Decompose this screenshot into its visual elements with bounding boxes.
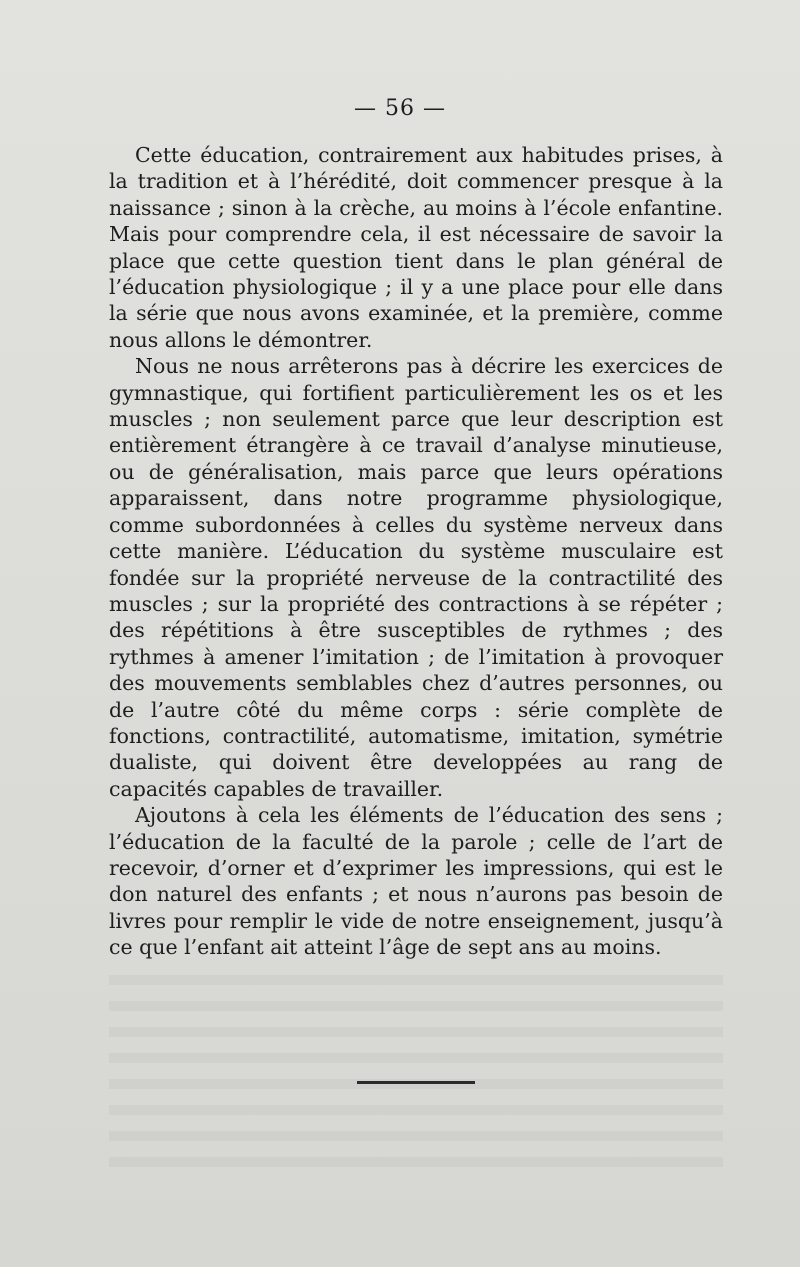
page-number: — 56 —	[354, 96, 446, 121]
body-text	[109, 142, 723, 961]
show-through-texture	[109, 975, 723, 1175]
paragraph-2: Nous ne nous arrêterons pas à décrire les exercices de gymnastique, qui fortifient particulièrement les os et les muscles ; non seulement parce que leur description est entièrement étrangère à ce travail d’analyse minutieuse, ou de généralisation, mais parce que leurs opérations apparaissent, dans notre programme physiologique, comme subordonnées à celles du système nerveux dans cette manière. L’éducation du système musculaire est fondée sur la propriété nerveuse de la contractilité des muscles ; sur la propriété des contractions à se répéter ; des répétitions à être susceptibles de rythmes ; des rythmes à amener l’imitation ; de l’imitation à provoquer des mouvements semblables chez d’autres personnes, ou de l’autre côté du même corps : série complète de fonctions, contractilité, automatisme, imitation, symétrie dualiste, qui doivent être developpées au rang de capacités capables de travailler.	[109, 354, 723, 801]
section-divider-rule	[357, 1081, 475, 1084]
paragraph-1: Cette éducation, contrairement aux habitudes prises, à la tradition et à l’hérédité, doit commencer presque à la naissance ; sinon à la crèche, au moins à l’école enfantine. Mais pour comprendre cela, il est nécessaire de savoir la place que cette question tient dans le plan général de l’éducation physiologique ; il y a une place pour elle dans la série que nous avons examinée, et la première, comme nous allons le démontrer.	[109, 143, 723, 352]
paragraph-3: Ajoutons à cela les éléments de l’éducation des sens ; l’éducation de la faculté de la parole ; celle de l’art de recevoir, d’orner et d’exprimer les impressions, qui est le don naturel des enfants ; et nous n’aurons pas besoin de livres pour remplir le vide de notre enseignement, jusqu’à ce que l’enfant ait atteint l’âge de sept ans au moins.	[109, 803, 723, 960]
